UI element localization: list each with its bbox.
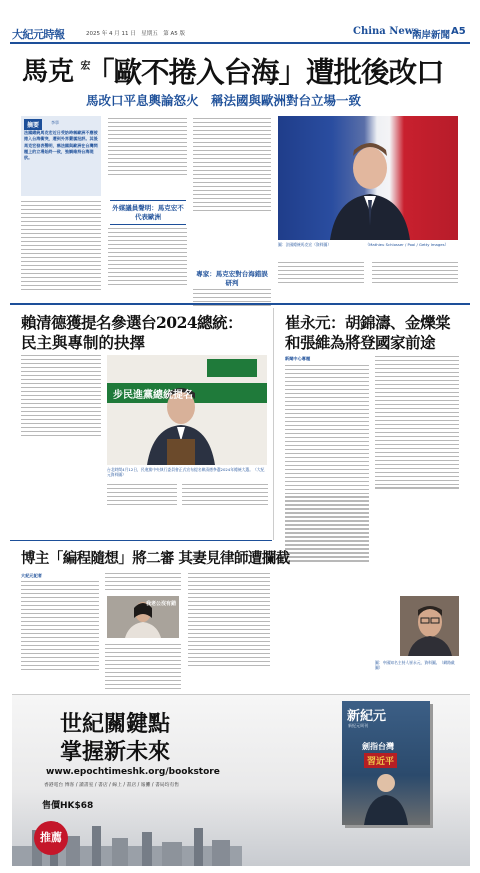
story2-column-2-text [182,484,268,508]
lead-column-5-text [372,262,458,286]
pullquote-1: 外媒議員聲明：馬克宏不代表歐洲 [110,200,186,225]
macron-photo [278,116,458,240]
pullquote-2: 專家：馬克宏對台海錯誤研判 [196,270,268,287]
macron-photo-caption: 圖：法國總統馬克宏（資料圖） （Mathieu Schlosser / Pool / Getty Images） [278,242,449,247]
lai-photo-caption: 台北時間4月12日，民進黨中央執行委員會正式宣布提名賴清德參選2024年總統大選。（大紀元資料圖） [107,467,265,478]
lead-column-3-text [193,118,271,214]
story3-headline-line2: 和張維為將登國家前途 [285,333,436,352]
story3-column-1-text [285,365,369,564]
story4-column-2b-text [105,644,181,692]
story4-column-2-text [105,573,181,593]
section-divider-1 [10,303,470,305]
bookstore-ad [12,694,470,866]
summary-box [21,116,101,196]
section-name-en: China News [353,26,420,37]
page-number: A5 [451,26,466,37]
story2-headline-line2: 民主與專制的抉擇 [21,333,146,352]
section-name-zh: 兩岸新聞 [412,30,451,41]
lai-event-illustration [107,355,267,465]
cui-portrait-illustration [400,596,459,656]
story3-column-2-text [375,356,459,491]
cui-yongyuan-photo [400,596,459,656]
lead-column-2-text [108,118,187,178]
ad-book-figure-illustration [342,765,430,825]
summary-text: 法國總統馬克宏近日受訪時稱歐洲不應被捲入台海衝突，遭到外界嚴厲批評。其後馬克宏發表聲明，稱法國與歐洲在台灣問題上的立場始終一致，強調維持台海現狀。 [24,130,98,161]
ad-book-cover-title-1: 劍指台灣 [362,742,394,751]
ad-recommend-stamp: 推薦 [34,821,68,855]
column-divider-right [273,308,274,540]
lead-column-4-text [278,262,364,286]
story4-byline: 大紀元記者 [21,573,42,578]
lead-headline: 「歐不捲入台海」遭批後改口 [86,55,444,89]
story3-byline: 新聞中心專題 [285,356,311,361]
summary-byline: 李寧 [51,120,59,125]
headline-prefix-top: 馬克 [22,57,75,87]
story2-column-1-text [21,355,101,439]
ad-book-cover-title-2: 習近平 [364,753,397,768]
story2-headline-line1: 賴清德獲提名參選台2024總統： [21,313,243,332]
ad-url[interactable]: www.epochtimeshk.org/bookstore [46,767,220,777]
story4-column-1-text [21,581,99,673]
story2-column-1b-text [107,484,177,508]
section-divider-2 [10,540,272,541]
masthead-logo: 大紀元時報 [12,28,65,41]
cui-photo-caption: 圖：中國知名主持人崔永元，資料圖。（網路截圖） [375,660,455,671]
masthead-date: 2025 年 4 月 11 日 星期五 第 A5 版 [86,31,185,37]
ad-description: 香港電台 博客 / 讀書室 / 書店 / 線上 / 書店 / 報攤 / 書局均有售 [44,783,180,788]
ad-price: 售價HK$68 [42,801,94,811]
lead-column-1-text [21,201,101,293]
summary-label: 摘要 [24,119,42,130]
lead-column-3b-text [193,289,271,309]
ad-book-cover[interactable] [342,701,430,825]
story4-photo [107,596,179,638]
lead-column-2b-text [108,228,187,288]
story3-headline-line1: 崔永元：胡錦濤、金爍棠 [285,313,451,332]
ad-headline-2: 掌握新未來 [60,739,171,765]
lai-ching-te-photo [107,355,267,465]
ad-headline-1: 世紀關鍵點 [60,711,171,737]
story4-column-3-text [188,573,270,669]
lai-banner-text: 步民進黨總統提名 [113,390,193,401]
story4-photo-quote: 我老公沒有錯 [145,601,176,607]
masthead-rule [10,42,470,44]
ad-book-sub: 新紀元周刊 [348,723,368,728]
story4-headline: 博主「編程隨想」將二審 其妻見律師遭攔截 [21,550,290,567]
lead-subtitle: 馬改口平息輿論怒火 稱法國與歐洲對台立場一致 [86,93,362,108]
headline-prefix-small: 宏 [78,60,89,70]
macron-portrait-illustration [278,116,458,240]
ad-book-brand: 新紀元 [347,709,387,724]
